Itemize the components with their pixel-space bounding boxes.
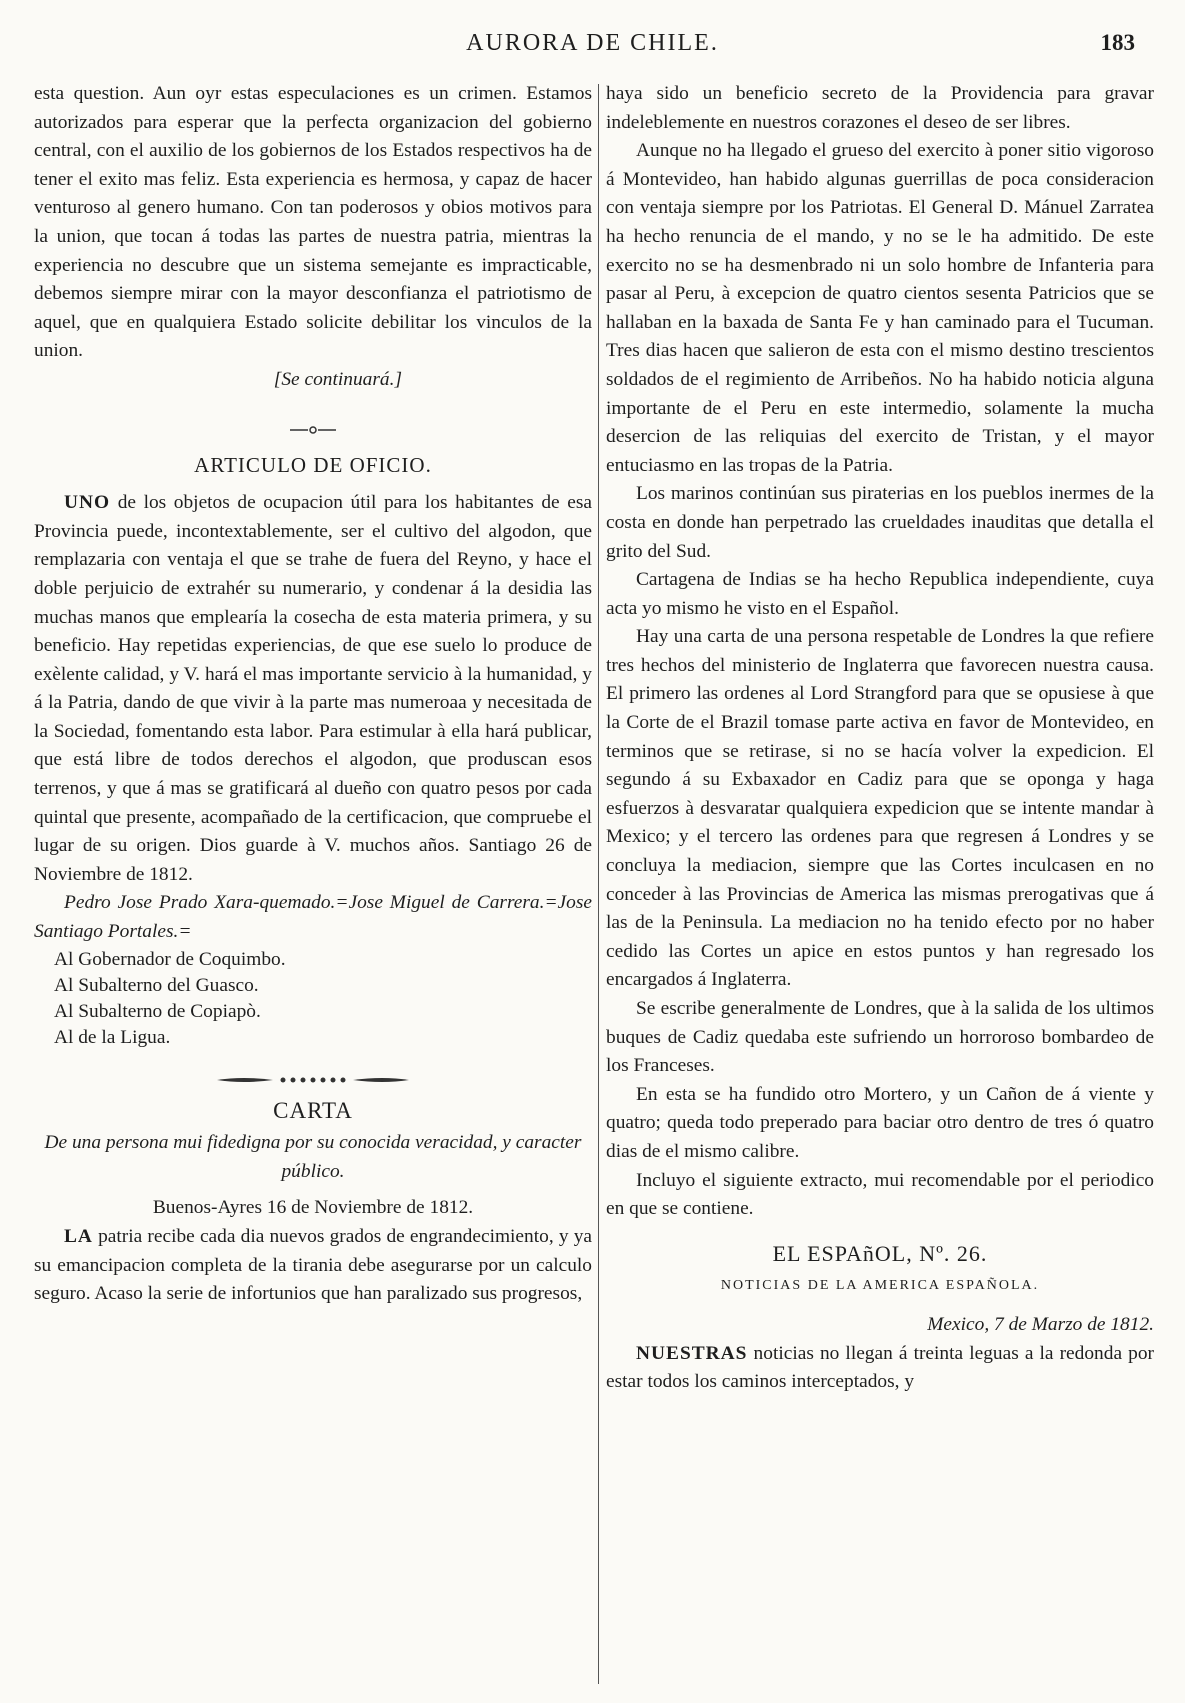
page-number: 183 xyxy=(1100,30,1135,55)
letter-dateline: Buenos-Ayres 16 de Noviembre de 1812. xyxy=(152,1197,474,1219)
paragraph: Hay una carta de una persona respetable de Londres la que refiere tres hechos del ministerio de Inglaterra que favorecen nuestra causa. El primero las ordenes al Lord Strangford para que se opusiese à que la Corte de el Brazil tomase parte activa en favor de Montevideo, en terminos que se retirase, si no se hacía volver la expedicion. El segundo á su Exbaxador en Cadiz para que se oponga y haga esfuerzos à desvaratar qualquiera expedicion que se intente mandar à Mexico; y el tercero las ordenes para que regresen á Londres y se concluya la mediacion, siempre que las Cortes inculcasen en no conceder à las Provincias de America las mismas prerogativas que á las de la Peninsula. La mediacion no ha tenido efecto por no haber cedido las Cortes un apice en estos puntos y han regresado los encargados á Inglaterra. xyxy=(606,626,1154,991)
final-body: noticias no llegan á treinta leguas a la redonda por estar todos los caminos interceptados, y xyxy=(606,1342,1154,1393)
paragraph: Incluyo el siguiente extracto, mui recomendable por el periodico en que se contiene. xyxy=(606,1169,1154,1220)
continuation-paragraph: esta question. Aun oyr estas especulaciones es un crimen. Estamos autorizados para esperar que la perfecta organizacion del gobierno central, con el auxilio de los gobiernos de los Estados respectivos ha de tener el exito mas feliz. Esta experiencia es hermosa, y capaz de hacer venturoso al genero humano. Con tan poderosos y obios motivos para la union, que tocan á todas las partes de nuestra patria, mientras la experiencia no descubre que un sistema semejante es impracticable, debemos siempre mirar con la mayor desconfianza el patriotismo de aquel, que en qualquiera Estado solicite debilitar los vinculos de la union. xyxy=(34,83,592,362)
addressee: Al Subalterno de Copiapò. xyxy=(54,1000,261,1022)
paragraph: haya sido un beneficio secreto de la Providencia para gravar indeleblemente en nuestros corazones el deseo de ser libres. xyxy=(606,83,1154,133)
left-column xyxy=(34,80,592,1309)
running-title: AURORA DE CHILE. xyxy=(466,30,719,56)
letter-body: patria recibe cada dia nuevos grados de engrandecimiento, y ya su emancipacion completa de la tirania debe asegurarse por un calculo seguro. Acaso la serie de infortunios que han paralizado sus progresos, xyxy=(34,1226,592,1305)
addressee: Al Subalterno del Guasco. xyxy=(54,974,259,996)
paragraph: Los marinos continúan sus piraterias en los pueblos inermes de la costa en donde han perpetrado las crueldades inauditas que detalla el grito del Sud. xyxy=(606,483,1154,562)
article-lead-word: UNO xyxy=(64,492,111,514)
addressee-list xyxy=(34,947,592,1051)
section-subtitle: NOTICIAS DE LA AMERICA ESPAÑOLA. xyxy=(720,1278,1040,1294)
small-ornament xyxy=(34,423,592,437)
article-paragraph xyxy=(34,489,592,889)
article-title: ARTICULO DE OFICIO. xyxy=(194,452,432,477)
letter-paragraph xyxy=(34,1223,592,1309)
letter-lead-word: LA xyxy=(64,1226,93,1247)
letter-subtitle: De una persona mui fidedigna por su conocida veracidad, y caracter público. xyxy=(44,1132,582,1182)
letter-title: CARTA xyxy=(273,1097,353,1123)
section-dateline: Mexico, 7 de Marzo de 1812. xyxy=(927,1313,1154,1335)
article-body: de los objetos de ocupacion útil para los habitantes de esa Provincia puede, incontextablemente, ser el cultivo del algodon, que remplazaria con ventaja el que se trahe de fuera del Reyno, y hace el doble perjuicio de extrahér su numerario, y condenar á la desidia las muchas manos que emplearía la cosecha de esta materia primera, y su beneficio. Hay repetidas experiencias, de que ese suelo lo produce de exèlente calidad, y V. hará el mas importante servicio à la humanidad, y á la Patria, dando de que vivir à la parte mas numeroaa y necesitada de la Sociedad, fomentando esta labor. Para estimular à ella hará publicar, que está libre de todos derechos el algodon, que produscan esos terrenos, y que á mas se gratificará al dueño con quatro pesos por cada quintal que presente, acompañado de la certificacion, que compruebe el lugar de su origen. Dios guarde à V. muchos años. Santiago 26 de Noviembre de 1812. xyxy=(34,492,592,885)
final-lead-word: NUESTRAS xyxy=(636,1342,748,1364)
continued-note: [Se continuará.] xyxy=(273,368,402,390)
paragraph: En esta se ha fundido otro Mortero, y un Cañon de á viente y quatro; queda todo preperado para baciar otro dentro de tres ó quatro dias de el mismo calibre. xyxy=(606,1083,1154,1162)
page-header xyxy=(0,30,1185,64)
paragraph: Cartagena de Indias se ha hecho Republica independiente, cuya acta yo mismo he visto en el Español. xyxy=(606,569,1154,619)
right-column xyxy=(606,80,1154,1397)
column-rule xyxy=(598,84,599,1684)
signatures: Pedro Jose Prado Xara-quemado.=Jose Miguel de Carrera.=Jose Santiago Portales.= xyxy=(34,892,592,943)
addressee: Al Gobernador de Coquimbo. xyxy=(54,948,286,970)
large-ornament xyxy=(34,1073,592,1087)
paragraph: Se escribe generalmente de Londres, que à la salida de los ultimos buques de Cadiz quedaba este sufriendo un horroroso bombardeo de los Franceses. xyxy=(606,998,1154,1077)
final-paragraph xyxy=(606,1340,1154,1397)
section-title: EL ESPAñOL, Nº. 26. xyxy=(772,1240,988,1266)
addressee: Al de la Ligua. xyxy=(54,1026,171,1048)
paragraph: Aunque no ha llegado el grueso del exercito à poner sitio vigoroso á Montevideo, han habido algunas guerrillas de poca consideracion con ventaja siempre por los Patriotas. El General D. Mánuel Zarratea ha hecho renuncia de el mando, y no se le ha admitido. De este exercito no se ha desmenbrado ni un solo hombre de Infanteria para pasar al Peru, à excepcion de quatro cientos sesenta Patricios que se hallaban en la baxada de Santa Fe y han caminado para el Tucuman. Tres dias hacen que salieron de esta con el mismo destino trescientos soldados de el regimiento de Arribeños. No ha habido noticia alguna importante de el Peru en este intermedio, solamente la mucha desercion de las reliquias del exercito de Tristan, y el mayor entuciasmo en las tropas de la Patria. xyxy=(606,140,1154,476)
